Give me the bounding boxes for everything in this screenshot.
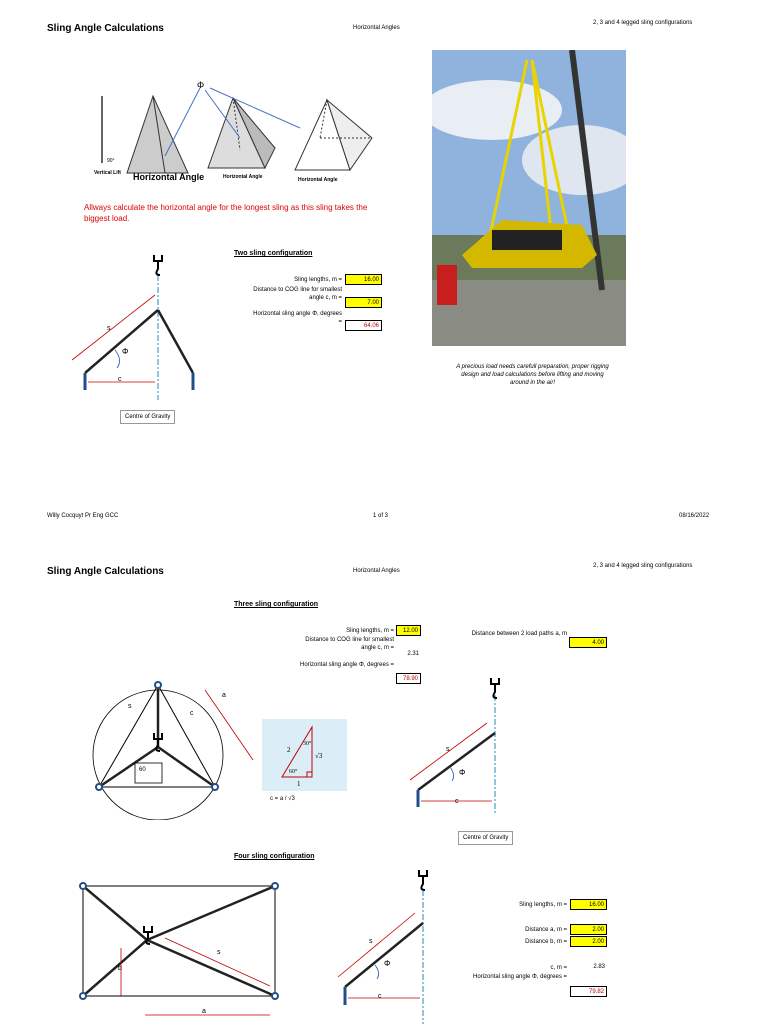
- two-sling-heading: Two sling configuration: [234, 250, 313, 257]
- sling-angle-label: Horizontal sling angle Φ, degrees =: [253, 311, 342, 325]
- distance-load-paths-label: Distance between 2 load paths a, m: [471, 631, 567, 637]
- four-side-phi-label: Φ: [384, 959, 391, 968]
- crane-photo: [432, 50, 626, 346]
- footer-date: 08/16/2022: [679, 513, 710, 519]
- three-side-phi-label: Φ: [459, 768, 466, 777]
- page2-title: Sling Angle Calculations: [47, 566, 164, 577]
- three-side-c-label: c: [455, 798, 459, 805]
- phi-symbol: Φ: [197, 80, 205, 90]
- vertical-lift-label: Vertical Lift: [94, 170, 121, 176]
- two-sling-diagram: [60, 250, 220, 400]
- three-angle-result: 78.90: [396, 673, 421, 684]
- three-angle-label: Horizontal sling angle Φ, degrees =: [299, 662, 394, 668]
- distance-b-input[interactable]: 2.00: [570, 936, 607, 947]
- triangle-inset: [262, 719, 347, 791]
- page-title: Sling Angle Calculations: [47, 23, 164, 34]
- page2-header-right: 2, 3 and 4 legged sling configurations: [593, 563, 693, 569]
- four-a-label: a: [202, 1008, 206, 1015]
- four-sling-rect-diagram: [75, 878, 285, 1018]
- cog-distance-input[interactable]: 7.00: [345, 297, 382, 308]
- photo-caption: A precious load needs carefull preparation, proper rigging design and load calculations before lifting and moving around in the air!: [456, 364, 609, 386]
- three-a-label: a: [222, 692, 226, 699]
- horizontal-angle-label: Horizontal Angle: [133, 172, 205, 182]
- warning-text: Allways calculate the horizontal angle for the longest sling as this sling takes the biggest load.: [84, 203, 368, 223]
- page2-header-center: Horizontal Angles: [353, 568, 400, 574]
- horizontal-angle-label-2: Horizontal Angle: [223, 174, 263, 180]
- header-center: Horizontal Angles: [353, 25, 400, 31]
- phi-label: Φ: [122, 347, 129, 356]
- tri-2: 2: [287, 746, 291, 754]
- four-angle-result: 79.82: [570, 986, 607, 997]
- three-centre-of-gravity-box: Centre of Gravity: [458, 831, 513, 845]
- distance-load-paths-input[interactable]: 4.00: [569, 637, 607, 648]
- four-b-label: b: [118, 965, 122, 972]
- three-sling-heading: Three sling configuration: [234, 601, 319, 608]
- four-side-s-label: s: [369, 938, 373, 945]
- distance-b-label: Distance b, m =: [525, 939, 567, 945]
- four-sling-side-diagram: [335, 865, 445, 1024]
- header-right: 2, 3 and 4 legged sling configurations: [593, 20, 693, 26]
- four-s-label: s: [217, 949, 221, 956]
- three-s-label: s: [128, 703, 132, 710]
- distance-a-label: Distance a, m =: [525, 927, 567, 933]
- sling-s-label: s: [107, 325, 111, 332]
- angle-90-label: 90°: [107, 158, 115, 164]
- four-side-c-label: c: [378, 993, 382, 1000]
- tri-sqrt3: √3: [315, 752, 323, 760]
- tri-30: 30°: [303, 741, 312, 747]
- three-sling-side-diagram: [405, 675, 515, 815]
- three-sling-length-label: Sling lengths, m =: [346, 628, 394, 634]
- three-c-label: c: [190, 710, 194, 717]
- c-value: 2.83: [593, 964, 605, 970]
- horizontal-angle-label-3: Horizontal Angle: [298, 177, 338, 183]
- formula-label: c = a / √3: [270, 796, 295, 802]
- tri-1: 1: [297, 780, 301, 788]
- three-cog-value: 2.31: [407, 651, 419, 657]
- three-side-s-label: s: [446, 746, 450, 753]
- sling-length-label: Sling lengths, m =: [294, 277, 342, 283]
- four-sling-heading: Four sling configuration: [234, 853, 315, 860]
- centre-of-gravity-box: Centre of Gravity: [120, 410, 175, 424]
- tri-60: 60°: [289, 769, 298, 775]
- c-label: c: [118, 376, 122, 383]
- three-cog-label: Distance to COG line for smallest angle c, m =: [305, 637, 394, 651]
- sling-length-input[interactable]: 16.00: [345, 274, 382, 285]
- sling-angle-result: 64.06: [345, 320, 382, 331]
- four-sling-length-input[interactable]: 16.00: [570, 899, 607, 910]
- angle-60-label: 60: [139, 767, 146, 773]
- distance-a-input[interactable]: 2.00: [570, 924, 607, 935]
- three-sling-length-input[interactable]: 12.00: [396, 625, 421, 636]
- four-sling-length-label: Sling lengths, m =: [519, 902, 567, 908]
- footer-author: Willy Cocquyt Pr Eng GCC: [47, 513, 119, 519]
- c-value-label: c, m =: [550, 965, 567, 971]
- footer-page: 1 of 3: [373, 513, 389, 519]
- three-sling-circle-diagram: [85, 675, 260, 820]
- four-angle-label: Horizontal sling angle Φ, degrees =: [472, 974, 567, 980]
- cog-distance-label: Distance to COG line for smallest angle c, m =: [253, 287, 342, 301]
